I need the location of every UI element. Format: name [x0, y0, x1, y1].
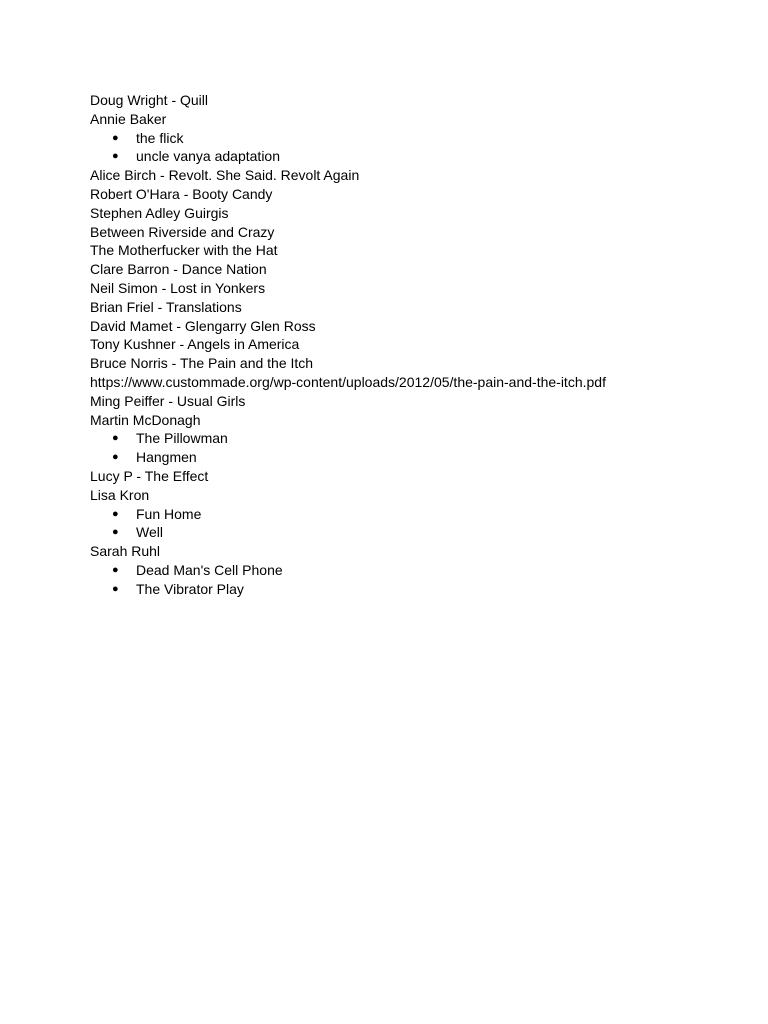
text-line: Lisa Kron: [90, 486, 150, 503]
bullet-text: Fun Home: [136, 505, 202, 522]
text-line: Doug Wright - Quill: [90, 92, 209, 108]
bullet-dot-icon: ●: [112, 563, 119, 576]
text-line: Annie Baker: [90, 110, 167, 127]
bullet-text: the flick: [136, 129, 184, 146]
bullet-dot-icon: ●: [112, 526, 119, 539]
bullet-item: [90, 429, 730, 448]
bullet-dot-icon: ●: [112, 451, 119, 464]
text-line: Bruce Norris - The Pain and the Itch: [90, 355, 314, 372]
url-line: [90, 373, 730, 392]
text-line: David Mamet - Glengarry Glen Ross: [90, 317, 316, 334]
text-line: Martin McDonagh: [90, 411, 201, 428]
bullet-text: Well: [136, 524, 163, 541]
bullet-item: [90, 561, 730, 580]
text-line: Alice Birch - Revolt. She Said. Revolt Again: [90, 167, 360, 184]
bullet-dot-icon: ●: [112, 582, 119, 595]
document-content: [90, 91, 730, 599]
bullet-item: [90, 129, 730, 148]
text-line: Tony Kushner - Angels in America: [90, 336, 300, 353]
text-line: Lucy P - The Effect: [90, 467, 209, 484]
text-line: Brian Friel - Translations: [90, 298, 242, 315]
bullet-dot-icon: ●: [112, 432, 119, 445]
bullet-text: Dead Man's Cell Phone: [136, 561, 283, 578]
text-line: Stephen Adley Guirgis: [90, 204, 229, 221]
text-line: Robert O'Hara - Booty Candy: [90, 185, 273, 202]
bullet-dot-icon: ●: [112, 507, 119, 520]
text-line: Between Riverside and Crazy: [90, 223, 275, 240]
text-line: The Motherfucker with the Hat: [90, 242, 278, 259]
bullet-item: [90, 505, 730, 524]
text-line: Clare Barron - Dance Nation: [90, 261, 267, 278]
bullet-text: Hangmen: [136, 449, 197, 466]
bullet-text: uncle vanya adaptation: [136, 148, 280, 165]
bullet-text: The Pillowman: [136, 430, 228, 447]
bullet-item: [90, 448, 730, 467]
text-line: Sarah Ruhl: [90, 543, 161, 560]
bullet-item: [90, 580, 730, 599]
bullet-text: The Vibrator Play: [136, 580, 244, 597]
url-text[interactable]: https://www.custommade.org/wp-content/uploads/2012/05/the-pain-and-the-itch.pdf: [90, 373, 606, 390]
bullet-dot-icon: ●: [112, 150, 119, 163]
bullet-item: [90, 523, 730, 542]
text-line: Ming Peiffer - Usual Girls: [90, 392, 246, 409]
text-line: Neil Simon - Lost in Yonkers: [90, 279, 266, 296]
bullet-item: [90, 147, 730, 166]
bullet-dot-icon: ●: [112, 131, 119, 144]
